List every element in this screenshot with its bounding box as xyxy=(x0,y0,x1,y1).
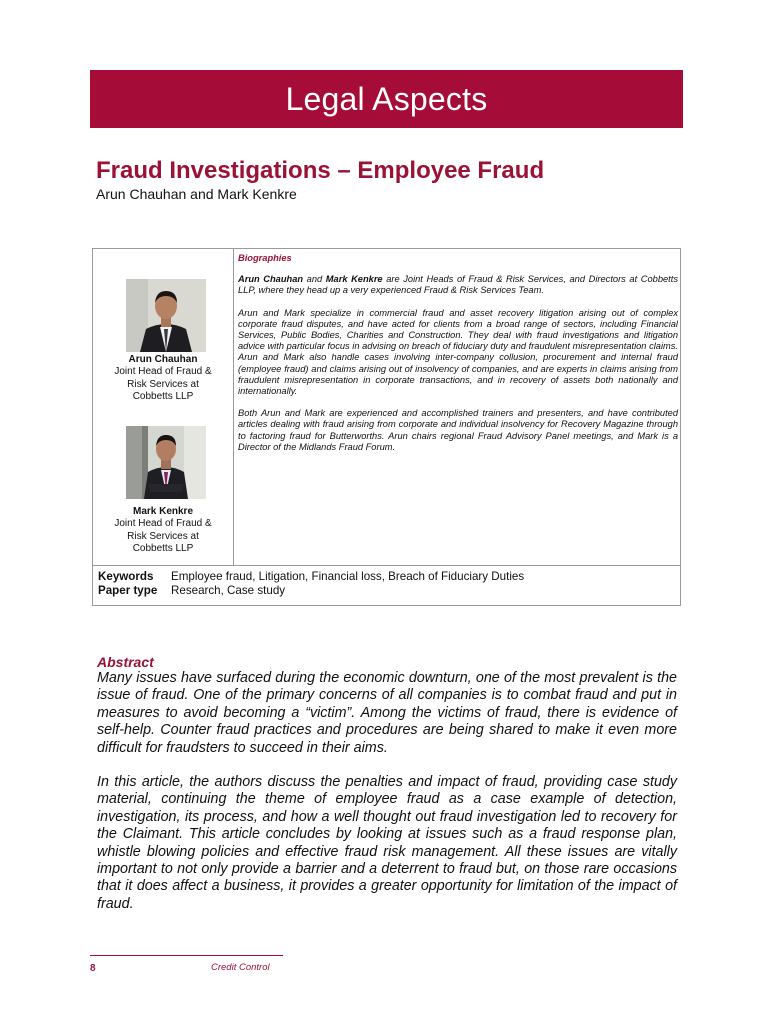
article-title: Fraud Investigations – Employee Fraud xyxy=(96,157,545,184)
section-banner xyxy=(90,70,683,128)
article-authors: Arun Chauhan and Mark Kenkre xyxy=(96,186,297,202)
keywords-value: Employee fraud, Litigation, Financial loss, Breach of Fiduciary Duties xyxy=(171,570,525,583)
divider xyxy=(93,565,680,566)
abstract-paragraph: In this article, the authors discuss the penalties and impact of fraud, providing case study material, continuing the theme of employee fraud as a case example of detection, investigation, its process, and how a well thought out fraud investigation led to recovery for the Claimant. This article concludes by looking at issues such as a fraud response plan, whistle blowing policies and effective fraud risk management. All these issues are vitally important to not only provide a barrier and a deterrent to fraud but, on those rare occasions that it does affect a business, it provides a greater opportunity for limitation of the impact of fraud. xyxy=(97,774,677,912)
author-role: Cobbetts LLP xyxy=(132,543,194,555)
page-number: 8 xyxy=(90,963,96,974)
biography-paragraph: Arun and Mark specialize in commercial fraud and asset recovery litigation arising out of complex corporate fraud disputes, and have acted for clients from a broad range of sectors, including Financial Services, Public Bodies, Charities and Construction. They deal with fraud investigations and litigation advice with particular focus in advising on breach of fiduciary duty and fraudulent misrepresentation claims. Arun and Mark also handle cases involving inter-company collusion, procurement and internal fraud (employee fraud) and claims arising out of insolvency of companies, and are experts in claims arising from fraudulent misrepresentation in corporate transactions, and in recovery of assets both nationally and internationally. xyxy=(238,307,678,397)
author-role: Risk Services at xyxy=(127,530,199,542)
biography-paragraph: Both Arun and Mark are experienced and accomplished trainers and presenters, and have contributed articles dealing with fraud arising from corporate and individual insolvency for Recovery Magazine through to factoring fraud for Butterworths. Arun chairs regional Fraud Advisory Panel meetings, and Mark is a Director of the Midlands Fraud Forum. xyxy=(238,408,678,452)
author-photo-mark xyxy=(126,426,206,499)
paper-type-value: Research, Case study xyxy=(171,584,286,597)
author-role: Risk Services at xyxy=(127,378,199,390)
author-name: Mark Kenkre xyxy=(325,274,383,285)
abstract-paragraph: Many issues have surfaced during the economic downturn, one of the most prevalent is the issue of fraud. One of the primary concerns of all companies is to combat fraud and put in measures to avoid becoming a “victim”. Among the victims of fraud, there is evidence of self-help. Counter fraud practices and procedures are being shared to make it even more difficult for fraudsters to succeed in their aims. xyxy=(97,670,677,756)
author-caption-arun xyxy=(93,354,233,404)
author-role: Joint Head of Fraud & xyxy=(114,518,212,530)
keywords-label: Keywords xyxy=(98,570,154,583)
author-photos-column xyxy=(93,249,234,565)
biographies-heading: Biographies xyxy=(238,253,292,263)
author-role: Joint Head of Fraud & xyxy=(114,366,212,378)
biography-box xyxy=(92,248,681,606)
author-name: Mark Kenkre xyxy=(132,506,194,517)
author-role: Cobbetts LLP xyxy=(132,391,194,403)
footer-rule xyxy=(90,955,283,956)
abstract-body xyxy=(97,670,677,930)
author-name: Arun Chauhan xyxy=(238,274,304,285)
biography-sentence: are Joint Heads of Fraud & Risk Services, and Directors at Cobbetts LLP, where they head up a very experienced Fraud & Risk Services Team. xyxy=(238,274,678,296)
paper-type-label: Paper type xyxy=(98,584,158,597)
biography-text xyxy=(238,253,678,464)
biography-paragraph xyxy=(238,274,678,296)
paper-type-row xyxy=(98,584,524,598)
article-meta xyxy=(98,570,524,598)
author-caption-mark xyxy=(93,506,233,556)
abstract-heading: Abstract xyxy=(97,654,154,670)
section-title: Legal Aspects xyxy=(285,80,488,117)
journal-name: Credit Control xyxy=(211,962,270,973)
author-name: Arun Chauhan xyxy=(128,354,198,365)
keywords-row xyxy=(98,570,524,584)
conjunction: and xyxy=(303,274,326,285)
author-photo-arun xyxy=(126,279,206,352)
